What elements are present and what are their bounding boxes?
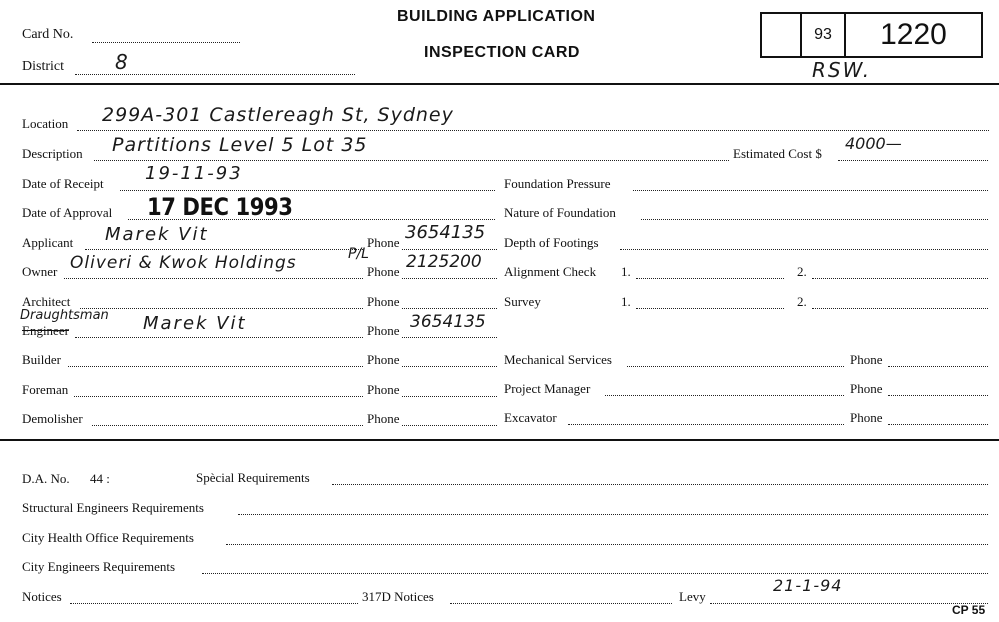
owner-phone-value: 2125200 (406, 252, 482, 272)
box-number: 1220 (880, 18, 947, 51)
da-no-value: 44 : (90, 471, 110, 486)
architect-field[interactable] (80, 307, 363, 309)
excavator-field[interactable] (568, 423, 844, 425)
applicant-value: Marek Vit (105, 224, 209, 245)
owner-phone-label: Phone (367, 264, 400, 279)
mechanical-phone-label: Phone (850, 352, 883, 367)
alignment-field-1[interactable] (636, 277, 784, 279)
date-receipt-label: Date of Receipt (22, 176, 104, 191)
engineer-phone-label: Phone (367, 323, 400, 338)
description-field[interactable] (94, 159, 729, 161)
excavator-phone-label: Phone (850, 410, 883, 425)
mechanical-phone-field[interactable] (888, 365, 988, 367)
engineer-phone-value: 3654135 (410, 312, 486, 332)
builder-phone-label: Phone (367, 352, 400, 367)
foundation-pressure-field[interactable] (633, 189, 988, 191)
alignment-num2: 2. (797, 264, 807, 279)
form-code: CP 55 (952, 603, 986, 617)
demolisher-phone-field[interactable] (402, 424, 497, 426)
project-manager-field[interactable] (605, 394, 844, 396)
health-field[interactable] (226, 543, 988, 545)
mechanical-label: Mechanical Services (504, 352, 612, 367)
card-number-box (760, 12, 983, 58)
demolisher-field[interactable] (92, 424, 363, 426)
survey-num2: 2. (797, 294, 807, 309)
owner-label: Owner (22, 264, 58, 279)
alignment-check-label: Alignment Check (504, 264, 597, 279)
district-label: District (22, 59, 64, 74)
notices-317-label: 317D Notices (362, 589, 434, 604)
engineer-phone-field[interactable] (402, 336, 497, 338)
alignment-field-2[interactable] (812, 277, 988, 279)
nature-foundation-label: Nature of Foundation (504, 205, 616, 220)
survey-label: Survey (504, 294, 541, 309)
card-no-field[interactable] (92, 41, 240, 43)
date-receipt-value: 19-11-93 (145, 163, 243, 184)
estimated-cost-value: 4000— (845, 134, 902, 153)
builder-field[interactable] (68, 365, 363, 367)
city-eng-field[interactable] (202, 572, 988, 574)
engineer-value: Marek Vit (143, 313, 247, 334)
engineer-field[interactable] (75, 336, 363, 338)
date-approval-label: Date of Approval (22, 205, 113, 220)
notices-317-field[interactable] (450, 602, 672, 604)
description-label: Description (22, 146, 83, 161)
engineer-label: Engineer (22, 323, 69, 338)
engineer-overwrite: Draughtsman (20, 308, 109, 323)
applicant-phone-label: Phone (367, 235, 400, 250)
structural-label: Structural Engineers Requirements (22, 500, 204, 515)
project-manager-label: Project Manager (504, 381, 591, 396)
estimated-cost-field[interactable] (838, 159, 988, 161)
estimated-cost-label: Estimated Cost $ (733, 146, 822, 161)
project-manager-phone-label: Phone (850, 381, 883, 396)
title-line2: INSPECTION CARD (424, 44, 580, 61)
applicant-label: Applicant (22, 235, 74, 250)
levy-field[interactable] (710, 602, 988, 604)
health-label: City Health Office Requirements (22, 530, 194, 545)
foreman-field[interactable] (74, 395, 363, 397)
notices-label: Notices (22, 589, 62, 604)
builder-label: Builder (22, 352, 61, 367)
foundation-pressure-label: Foundation Pressure (504, 176, 611, 191)
nature-foundation-field[interactable] (641, 218, 988, 220)
demolisher-label: Demolisher (22, 411, 83, 426)
card-no-label: Card No. (22, 27, 74, 42)
box-code: 93 (802, 14, 846, 56)
foreman-phone-field[interactable] (402, 395, 497, 397)
owner-phone-field[interactable] (402, 277, 497, 279)
footer-divider (0, 439, 999, 441)
initials: RSW. (812, 58, 872, 82)
applicant-phone-field[interactable] (402, 248, 497, 250)
applicant-phone-value: 3654135 (405, 222, 486, 243)
levy-label: Levy (679, 589, 706, 604)
depth-footings-label: Depth of Footings (504, 235, 599, 250)
da-no-label: D.A. No. (22, 471, 70, 486)
survey-field-1[interactable] (636, 307, 784, 309)
owner-value: Oliveri & Kwok Holdings (70, 253, 297, 273)
demolisher-phone-label: Phone (367, 411, 400, 426)
project-manager-phone-field[interactable] (888, 394, 988, 396)
foreman-label: Foreman (22, 382, 69, 397)
depth-footings-field[interactable] (620, 248, 988, 250)
excavator-label: Excavator (504, 410, 557, 425)
survey-num1: 1. (621, 294, 631, 309)
special-req-label: Spècial Requirements (196, 470, 310, 485)
city-eng-label: City Engineers Requirements (22, 559, 176, 574)
architect-phone-field[interactable] (402, 307, 497, 309)
location-label: Location (22, 116, 69, 131)
blank-box-cell (762, 14, 802, 56)
description-value: Partitions Level 5 Lot 35 (112, 134, 368, 156)
excavator-phone-field[interactable] (888, 423, 988, 425)
owner-suffix: P/L (348, 246, 369, 262)
mechanical-field[interactable] (627, 365, 844, 367)
levy-value: 21-1-94 (773, 576, 843, 595)
title-line1: BUILDING APPLICATION (397, 8, 596, 25)
location-value: 299A-301 Castlereagh St, Sydney (102, 104, 454, 126)
date-approval-stamp: 17 DEC 1993 (147, 193, 293, 221)
location-field[interactable] (77, 129, 989, 131)
special-req-field[interactable] (332, 483, 988, 485)
header-divider (0, 83, 999, 85)
date-receipt-field[interactable] (120, 189, 495, 191)
notices-field[interactable] (70, 602, 358, 604)
architect-phone-label: Phone (367, 294, 400, 309)
structural-field[interactable] (238, 513, 988, 515)
foreman-phone-label: Phone (367, 382, 400, 397)
architect-label: Architect (22, 294, 71, 309)
owner-field[interactable] (64, 277, 363, 279)
alignment-num1: 1. (621, 264, 631, 279)
district-value: 8 (115, 50, 128, 74)
applicant-field[interactable] (85, 248, 363, 250)
survey-field-2[interactable] (812, 307, 988, 309)
builder-phone-field[interactable] (402, 365, 497, 367)
